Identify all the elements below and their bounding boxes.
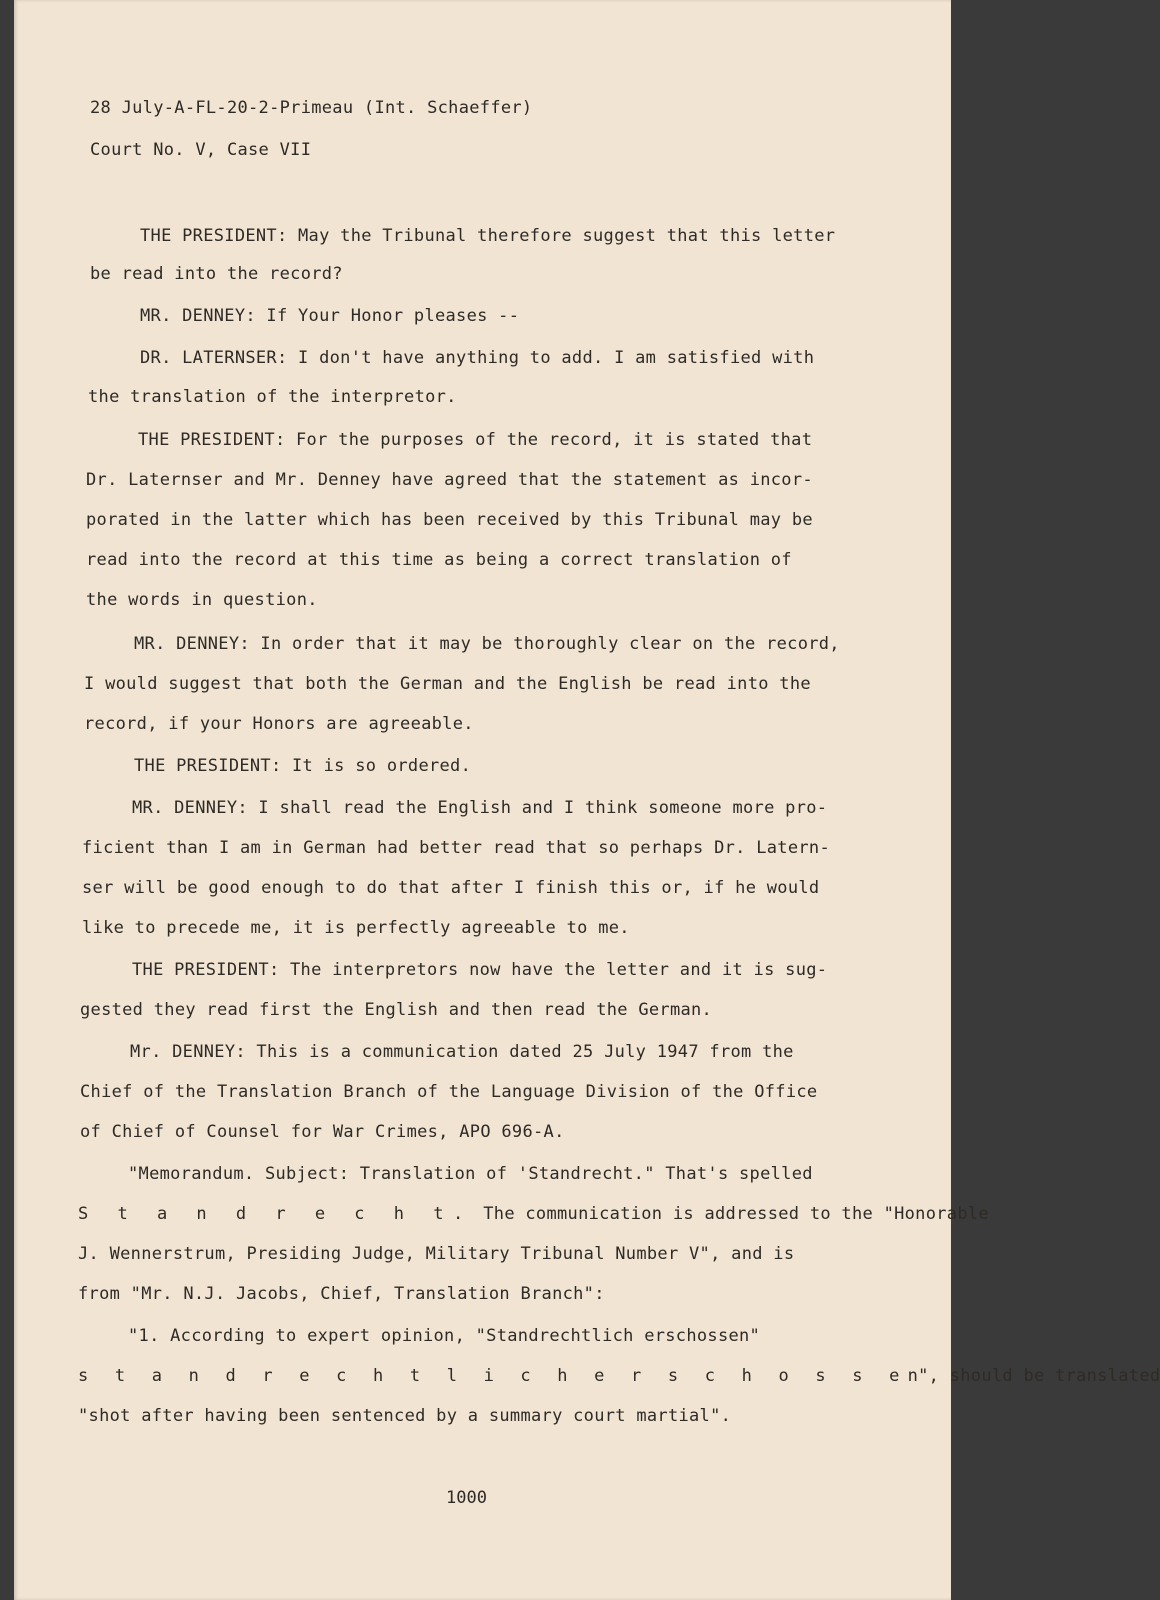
text-line: DR. LATERNSER: I don't have anything to add. I am satisfied with — [140, 348, 815, 368]
text-line: Dr. Laternser and Mr. Denney have agreed that the statement as incor- — [86, 470, 813, 490]
text-line: THE PRESIDENT: May the Tribunal therefore suggest that this letter — [140, 226, 836, 246]
page-number: 1000 — [446, 1488, 487, 1508]
header-line-2: Court No. V, Case VII — [90, 140, 312, 160]
text-line-spelled — [78, 1366, 1160, 1386]
text-line: porated in the latter which has been received by this Tribunal may be — [86, 510, 813, 530]
text-line: be read into the record? — [90, 264, 343, 284]
text-line: MR. DENNEY: In order that it may be thoroughly clear on the record, — [134, 634, 840, 654]
header-line-1: 28 July-A-FL-20-2-Primeau (Int. Schaeffer) — [90, 98, 533, 118]
text-line: ficient than I am in German had better read that so perhaps Dr. Latern- — [82, 838, 830, 858]
text-line: THE PRESIDENT: For the purposes of the record, it is stated that — [138, 430, 813, 450]
text-line: "Memorandum. Subject: Translation of 'Standrecht." That's spelled — [128, 1164, 813, 1184]
text-line: the words in question. — [86, 590, 318, 610]
text-line: MR. DENNEY: I shall read the English and I think someone more pro- — [132, 798, 828, 818]
text-line: of Chief of Counsel for War Crimes, APO 696-A. — [80, 1122, 565, 1142]
text-line-spelled — [78, 1204, 989, 1224]
text-line: THE PRESIDENT: The interpretors now have the letter and it is sug- — [132, 960, 828, 980]
text-fragment: n", should be translated — [907, 1366, 1160, 1386]
text-line: I would suggest that both the German and the English be read into the — [84, 674, 811, 694]
text-line: ser will be good enough to do that after I finish this or, if he would — [82, 878, 820, 898]
text-line: gested they read first the English and then read the German. — [80, 1000, 713, 1020]
text-line: from "Mr. N.J. Jacobs, Chief, Translation Branch": — [78, 1284, 605, 1304]
text-line: record, if your Honors are agreeable. — [84, 714, 474, 734]
text-line: the translation of the interpretor. — [88, 387, 457, 407]
text-line: read into the record at this time as being a correct translation of — [86, 550, 792, 570]
text-line: Mr. DENNEY: This is a communication dated 25 July 1947 from the — [130, 1042, 794, 1062]
text-line: J. Wennerstrum, Presiding Judge, Military Tribunal Number V", and is — [78, 1244, 795, 1264]
spelled-word-standrechtlich: s t a n d r e c h t l i c h e r s c h o s s e — [78, 1366, 908, 1386]
text-line: MR. DENNEY: If Your Honor pleases -- — [140, 306, 520, 326]
text-line: "1. According to expert opinion, "Standrechtlich erschossen" — [128, 1326, 761, 1346]
document-page — [14, 0, 1160, 1600]
spelled-word-standrecht: S t a n d r e c h t. — [78, 1204, 473, 1224]
text-line: "shot after having been sentenced by a summary court martial". — [78, 1406, 732, 1426]
text-line: like to precede me, it is perfectly agreeable to me. — [82, 918, 630, 938]
text-line: THE PRESIDENT: It is so ordered. — [134, 756, 472, 776]
text-line: Chief of the Translation Branch of the Language Division of the Office — [80, 1082, 818, 1102]
text-fragment: The communication is addressed to the "Honorable — [483, 1204, 989, 1224]
